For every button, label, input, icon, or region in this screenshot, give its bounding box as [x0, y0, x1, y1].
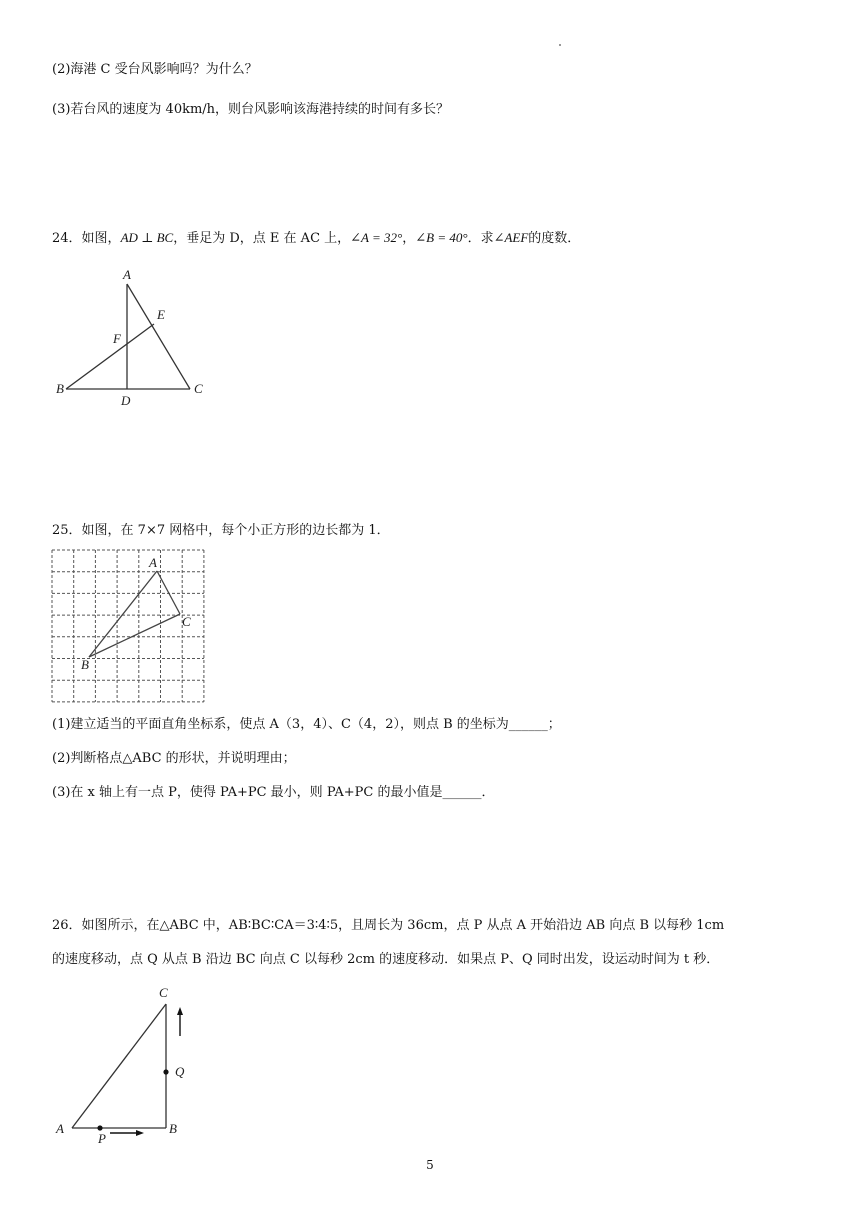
- q26-point-p: [97, 1125, 102, 1130]
- q24-segment-be: [66, 324, 154, 389]
- q24-target-angle: ∠AEF: [493, 230, 529, 245]
- q26-label-b: B: [169, 1121, 177, 1136]
- q24-cond-angle-a: ∠A = 32°: [350, 230, 403, 245]
- q26-arrow-right-icon: [110, 1130, 144, 1136]
- q26-label-p: P: [98, 1131, 106, 1146]
- q26-line1-text: 如图所示，在△ABC 中，AB∶BC∶CA＝3∶4∶5，且周长为 36cm，点 P 从点 A 开始沿边 AB 向点 B 以每秒 1cm: [81, 918, 725, 933]
- q25-statement: 如图，在 7×7 网格中，每个小正方形的边长都为 1．: [81, 523, 390, 538]
- q24-text-d: 的度数．: [528, 231, 581, 246]
- q24-number: 24．: [52, 231, 82, 246]
- q24-text: [52, 229, 580, 248]
- q24-sep: ，: [402, 231, 416, 246]
- q24-cond-perpendicular: AD ⊥ BC: [120, 230, 174, 245]
- q26-line2: 的速度移动，点 Q 从点 B 沿边 BC 向点 C 以每秒 2cm 的速度移动．如果点 P、Q 同时出发，设运动时间为 t 秒．: [52, 952, 720, 967]
- q26-label-q: Q: [175, 1064, 185, 1079]
- q24-label-f: F: [113, 331, 121, 346]
- q24-cond-angle-b: ∠B = 40°: [415, 230, 468, 245]
- q25-segment-ab: [89, 571, 157, 657]
- q24-label-d: D: [121, 393, 131, 408]
- q26-label-a: A: [56, 1121, 64, 1136]
- q25-part1: (1)建立适当的平面直角坐标系，使点 A（3，4）、C（4，2），则点 B 的坐标为______；: [52, 717, 561, 732]
- q26-segment-ac: [72, 1004, 166, 1128]
- q24-text-c: ．求: [467, 231, 494, 246]
- q25-part3: (3)在 x 轴上有一点 P，使得 PA+PC 最小，则 PA+PC 的最小值是______．: [52, 785, 495, 800]
- prev-question-part2: (2)海港 C 受台风影响吗？为什么？: [52, 62, 258, 77]
- q25-segment-bc: [89, 614, 180, 657]
- q26-line1: [52, 917, 724, 935]
- q26-number: 26．: [52, 918, 82, 933]
- q24-label-c: C: [194, 381, 203, 396]
- q25-part2: (2)判断格点△ABC 的形状，并说明理由；: [52, 751, 296, 766]
- q24-figure: [48, 262, 218, 412]
- q26-figure: [48, 980, 208, 1150]
- q25-grid-figure: [48, 546, 208, 702]
- q25-label-a: A: [149, 555, 157, 570]
- q25-label-b: B: [81, 657, 89, 672]
- q24-label-a: A: [123, 267, 131, 282]
- page-number: 5: [426, 1158, 434, 1172]
- q26-point-q: [163, 1069, 168, 1074]
- q24-label-e: E: [157, 307, 165, 322]
- q24-label-b: B: [56, 381, 64, 396]
- q25-text: [52, 522, 390, 540]
- q25-number: 25．: [52, 523, 82, 538]
- scan-dot: [559, 44, 561, 46]
- q24-text-b: ，垂足为 D，点 E 在 AC 上，: [173, 231, 351, 246]
- q26-label-c: C: [159, 985, 168, 1000]
- q26-arrow-up-icon: [177, 1007, 183, 1036]
- prev-question-part3: (3)若台风的速度为 40km/h，则台风影响该海港持续的时间有多长？: [52, 102, 450, 117]
- q25-label-c: C: [182, 614, 191, 629]
- q24-text-a: 如图，: [81, 231, 121, 246]
